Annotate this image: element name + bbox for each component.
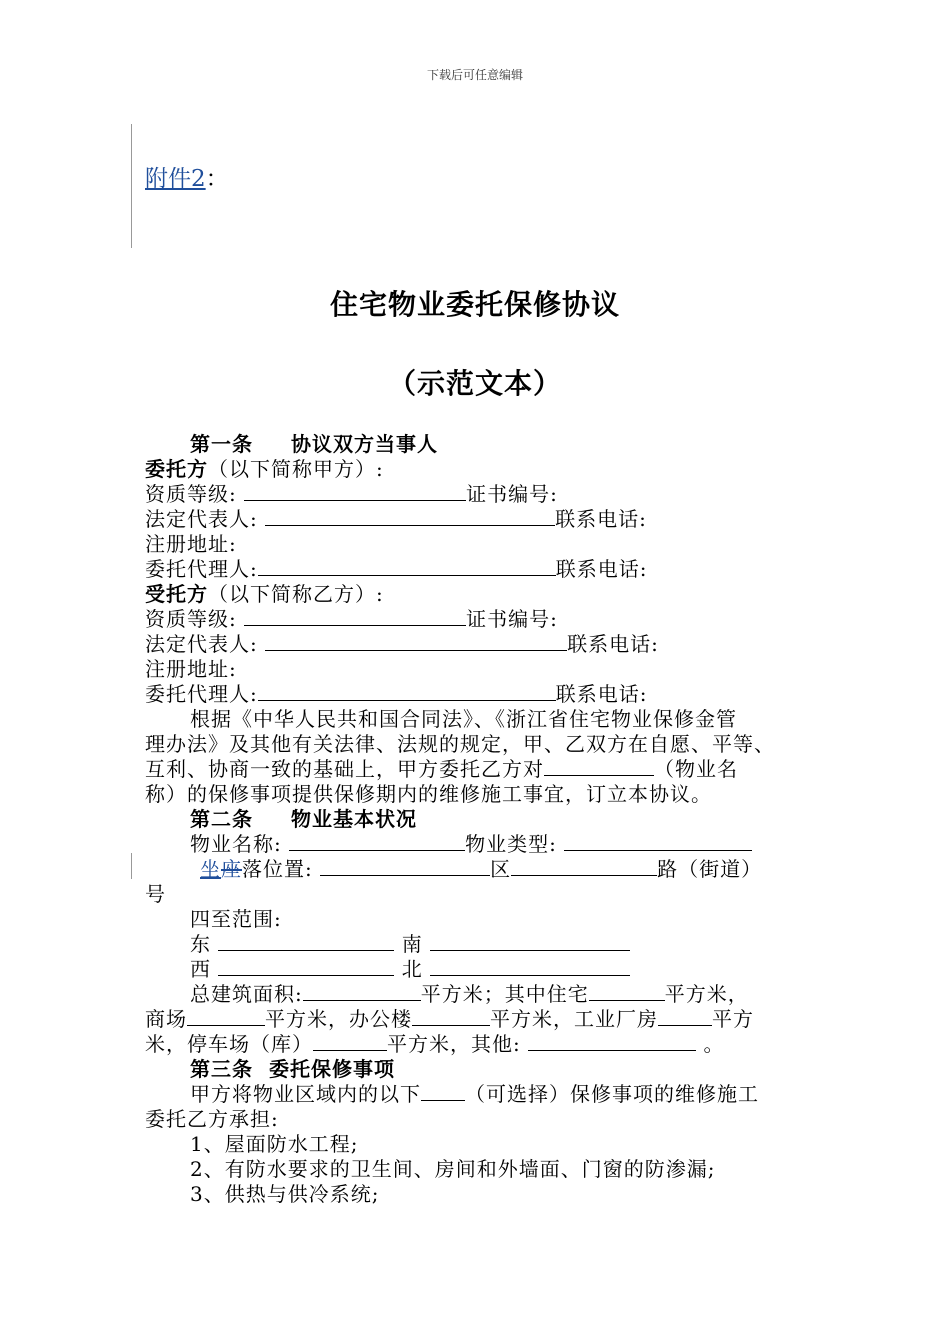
blank-field[interactable] (187, 1007, 265, 1026)
blank-field[interactable] (289, 832, 465, 851)
article3-heading: 第三条 委托保修事项 (190, 1057, 395, 1081)
blank-field[interactable] (303, 982, 421, 1001)
blank-field[interactable] (430, 957, 630, 976)
blank-field[interactable] (430, 932, 630, 951)
party-a-qualification-line: 资质等级: 证书编号: (145, 482, 558, 506)
party-b-agent-line: 委托代理人: 联系电话: (145, 682, 648, 706)
property-name-line: 物业名称: 物业类型: (190, 832, 752, 857)
blank-field[interactable] (320, 857, 490, 876)
article1-paragraph-line: 称）的保修事项提供保修期内的维修施工事宜，订立本协议。 (145, 782, 712, 806)
blank-field[interactable] (412, 1007, 490, 1026)
party-b-address-line: 注册地址: (145, 657, 237, 681)
party-a-legal-rep-line: 法定代表人: 联系电话: (145, 507, 647, 531)
party-a-line: 委托方（以下简称甲方）: (145, 457, 384, 481)
revision-margin-bar (131, 124, 132, 248)
blank-field[interactable] (218, 957, 394, 976)
document-subtitle: （示范文本） (387, 367, 562, 400)
article3-paragraph-line: 委托乙方承担: (145, 1107, 279, 1131)
attachment-link[interactable]: 附件2 (145, 166, 206, 192)
blank-field[interactable] (218, 932, 394, 951)
area-line: 总建筑面积: 平方米；其中住宅 平方米， (190, 982, 749, 1006)
blank-field[interactable] (564, 832, 752, 851)
bounds-east-south-line: 东 南 (190, 932, 630, 957)
page-header-note: 下载后可任意编辑 (426, 68, 523, 82)
article1-heading: 第一条 协议双方当事人 (190, 432, 438, 456)
article1-paragraph-line: 互利、协商一致的基础上，甲方委托乙方对 （物业名 (145, 757, 738, 781)
article3-paragraph-line: 甲方将物业区域内的以下 （可选择）保修事项的维修施工 (190, 1082, 759, 1106)
blank-field[interactable] (258, 682, 556, 701)
bounds-west-north-line: 西 北 (190, 957, 630, 982)
blank-field[interactable] (265, 632, 567, 651)
party-b-line: 受托方（以下简称乙方）: (145, 582, 384, 606)
party-b-qualification-line: 资质等级: 证书编号: (145, 607, 558, 631)
blank-field[interactable] (511, 857, 657, 876)
document-title: 住宅物业委托保修协议 (329, 288, 620, 321)
blank-field[interactable] (313, 1032, 387, 1051)
bounds-label: 四至范围: (190, 907, 282, 931)
list-item: 2、有防水要求的卫生间、房间和外墙面、门窗的防渗漏; (190, 1157, 716, 1181)
revision-margin-bar (131, 853, 132, 879)
article2-heading: 第二条 物业基本状况 (190, 807, 417, 831)
party-a-address-line: 注册地址: (145, 532, 237, 556)
blank-field[interactable] (265, 507, 555, 526)
blank-field[interactable] (244, 482, 466, 501)
attachment-label: 附件2： (145, 166, 229, 192)
area-line: 米，停车场（库） 平方米，其他: 。 (145, 1032, 725, 1056)
property-number-line: 号 (145, 882, 166, 906)
blank-field[interactable] (421, 1082, 465, 1101)
blank-field[interactable] (658, 1007, 712, 1026)
property-location-line: 坐座落位置: 区 路（街道） (200, 857, 763, 881)
blank-field[interactable] (589, 982, 665, 1001)
area-line: 商场 平方米，办公楼 平方米，工业厂房 平方 (145, 1007, 754, 1031)
list-item: 3、供热与供冷系统; (190, 1182, 380, 1206)
party-a-agent-line: 委托代理人: 联系电话: (145, 557, 648, 581)
blank-field[interactable] (258, 557, 556, 576)
article1-paragraph-line: 根据《中华人民共和国合同法》、《浙江省住宅物业保修金管 (190, 707, 737, 731)
blank-field[interactable] (528, 1032, 696, 1051)
list-item: 1、屋面防水工程; (190, 1132, 359, 1156)
blank-field[interactable] (244, 607, 466, 626)
blank-field[interactable] (544, 757, 654, 776)
article1-paragraph-line: 理办法》及其他有关法律、法规的规定，甲、乙双方在自愿、平等、 (145, 732, 775, 756)
party-b-legal-rep-line: 法定代表人: 联系电话: (145, 632, 659, 656)
